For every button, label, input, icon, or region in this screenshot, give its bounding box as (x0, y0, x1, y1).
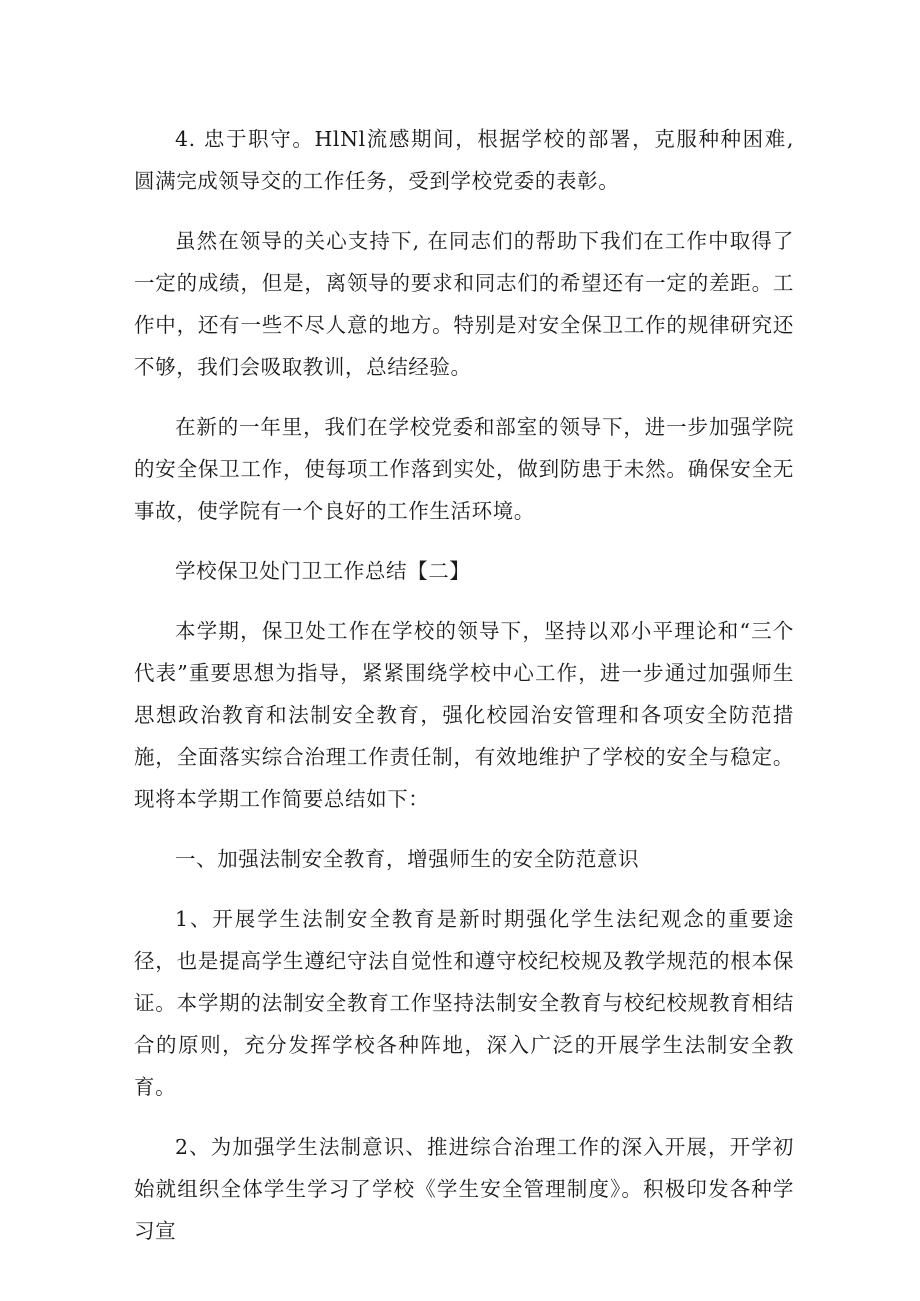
paragraph-duty: 4. 忠于职守。HlNl流感期间，根据学校的部署，克服种种困难, 圆满完成领导交的工作任务，受到学校党委的表彰。 (134, 127, 794, 193)
paragraph-item-1: 1、开展学生法制安全教育是新时期强化学生法纪观念的重要途径，也是提高学生遵纪守法自觉性和遵守校纪校规及教学规范的根本保证。本学期的法制安全教育工作坚持法制安全教育与校纪校规教育相结合的原则，充分发挥学校各种阵地，深入广泛的开展学生法制安全教育。 (134, 907, 794, 1099)
document-body (134, 118, 794, 1270)
paragraph-new-year-plan: 在新的一年里，我们在学校党委和部室的领导下，进一步加强学院的安全保卫工作，使每项工作落到实处，做到防患于未然。确保安全无事故，使学院有一个良好的工作生活环境。 (134, 415, 794, 523)
section-heading-legal-education: 一、加强法制安全教育，增强师生的安全防范意识 (175, 847, 640, 871)
section-title-two: 学校保卫处门卫工作总结【二】 (175, 559, 471, 583)
paragraph-item-2: 2、为加强学生法制意识、推进综合治理工作的深入开展，开学初始就组织全体学生学习了学校《学生安全管理制度》。积极印发各种学习宣 (134, 1135, 794, 1243)
paragraph-semester-intro: 本学期，保卫处工作在学校的领导下，坚持以邓小平理论和“三个代表”重要思想为指导，紧紧围绕学校中心工作，进一步通过加强师生思想政治教育和法制安全教育，强化校园治安管理和各项安全防范措施，全面落实综合治理工作责任制，有效地维护了学校的安全与稳定。现将本学期工作简要总结如下： (134, 619, 794, 811)
paragraph-shortcomings: 虽然在领导的关心支持下, 在同志们的帮助下我们在工作中取得了一定的成绩，但是，离领导的要求和同志们的希望还有一定的差距。工作中，还有一些不尽人意的地方。特别是对安全保卫工作的规律研究还不够，我们会吸取教训，总结经验。 (134, 229, 794, 379)
